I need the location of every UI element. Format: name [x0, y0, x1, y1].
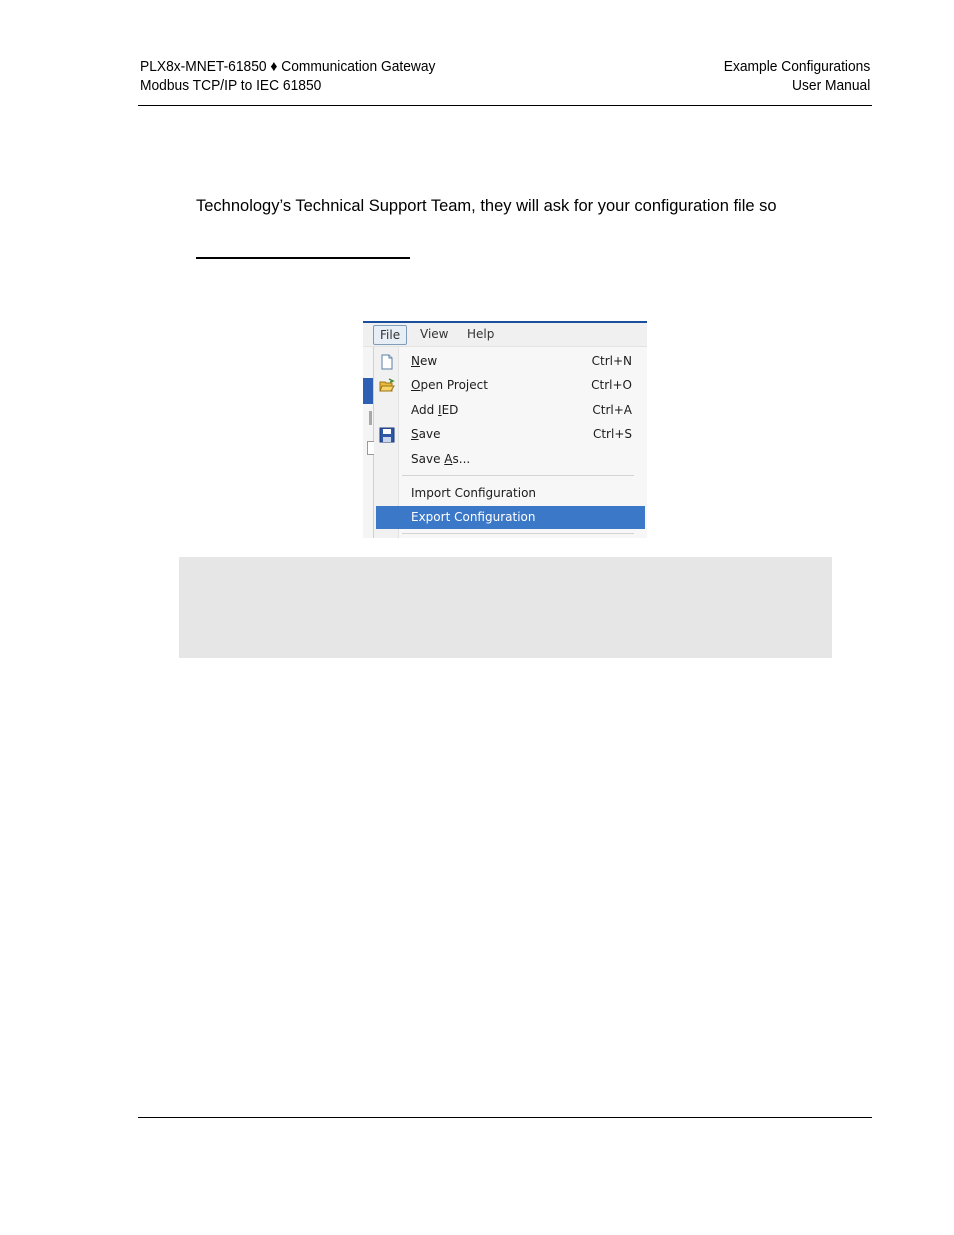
- note-box: [179, 557, 832, 658]
- menu-item-label: Save As...: [411, 452, 471, 466]
- menu-view[interactable]: View: [420, 327, 449, 341]
- menu-item-new[interactable]: [374, 350, 646, 373]
- menu-item-label: Open Project: [411, 378, 488, 392]
- menu-item-label: Import Configuration: [411, 486, 537, 500]
- menu-item-export-configuration[interactable]: [376, 506, 645, 529]
- menu-item-label: New: [411, 354, 438, 368]
- menu-item-shortcut: Ctrl+S: [592, 427, 632, 441]
- menu-item-save[interactable]: [374, 423, 646, 446]
- section-title: Example Configurations: [723, 58, 870, 75]
- background-toolbar-fragment: [369, 411, 372, 425]
- file-menu-screenshot: [363, 321, 647, 538]
- header-rule: [138, 105, 872, 106]
- header-left: [140, 57, 435, 95]
- file-dropdown-menu: [374, 347, 647, 538]
- menu-help[interactable]: Help: [467, 327, 495, 341]
- menu-item-add-ied[interactable]: [374, 399, 646, 422]
- menu-item-label: Export Configuration: [411, 510, 536, 524]
- menu-file[interactable]: File: [373, 325, 407, 345]
- menu-item-save-as[interactable]: [374, 448, 646, 471]
- header-right: [723, 57, 870, 95]
- product-subtitle: Modbus TCP/IP to IEC 61850: [140, 77, 322, 94]
- body-paragraph-line: Technology’s Technical Support Team, they will ask for your configuration file so: [196, 197, 777, 215]
- underline-rule: [196, 257, 410, 259]
- footer-rule: [138, 1117, 872, 1118]
- menu-item-label: Save: [411, 427, 441, 441]
- document-type: User Manual: [791, 77, 870, 94]
- open-folder-icon: [379, 378, 395, 394]
- background-selected-tab: [363, 378, 373, 404]
- menu-bar: [363, 323, 647, 347]
- product-title: PLX8x-MNET-61850 ♦ Communication Gateway: [140, 58, 436, 75]
- menu-separator: [402, 533, 634, 534]
- menu-item-label: Add IED: [411, 403, 459, 417]
- menu-item-shortcut: Ctrl+A: [592, 403, 632, 417]
- new-document-icon: [379, 354, 395, 370]
- menu-item-shortcut: Ctrl+O: [591, 378, 632, 392]
- save-disk-icon: [379, 427, 395, 443]
- menu-item-shortcut: Ctrl+N: [591, 354, 632, 368]
- menu-separator: [402, 475, 634, 476]
- menu-item-import-configuration[interactable]: [374, 482, 646, 505]
- menu-item-open-project[interactable]: [374, 374, 646, 397]
